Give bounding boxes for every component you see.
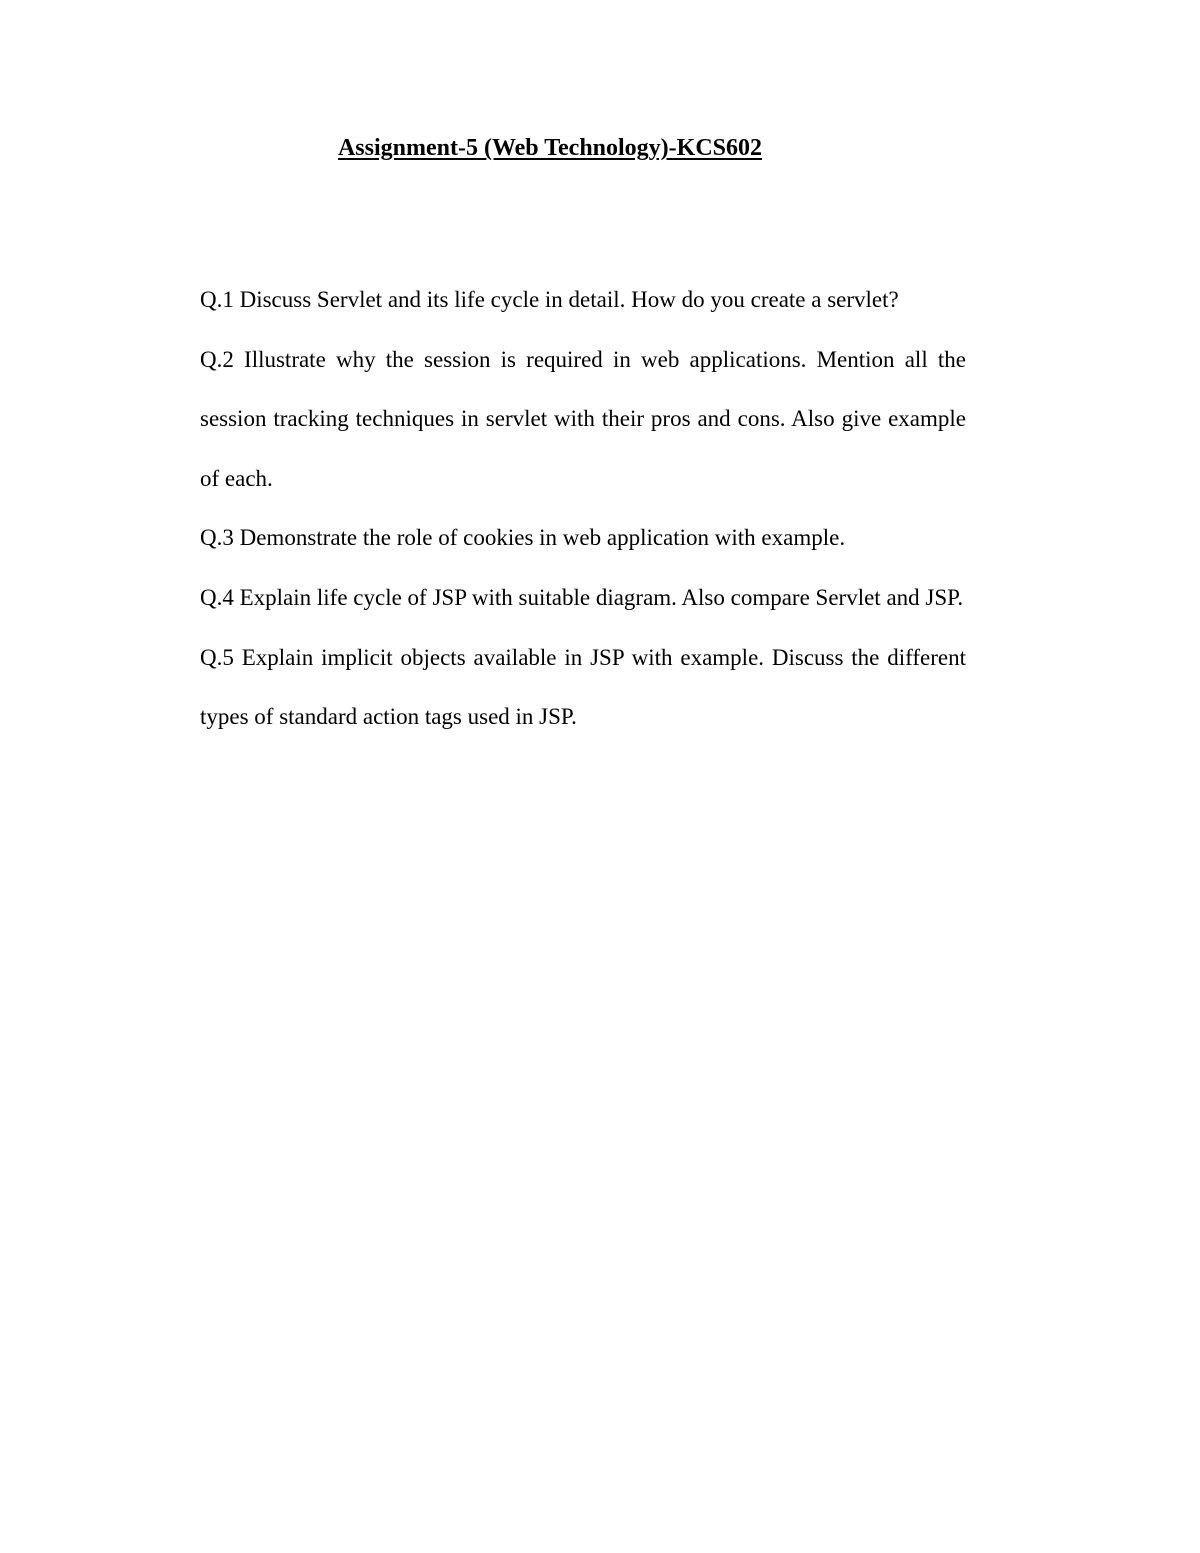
assignment-title: Assignment-5 (Web Technology)-KCS602 <box>337 135 763 161</box>
question-4: Q.4 Explain life cycle of JSP with suitable diagram. Also compare Servlet and JSP. <box>200 584 964 610</box>
question-list <box>200 270 966 747</box>
question-5: Q.5 Explain implicit objects available in JSP with example. Discuss the different types of standard action tags used in JSP. <box>200 644 966 730</box>
question-3: Q.3 Demonstrate the role of cookies in web application with example. <box>200 525 846 551</box>
question-1: Q.1 Discuss Servlet and its life cycle in detail. How do you create a servlet? <box>200 287 899 312</box>
question-2: Q.2 Illustrate why the session is required in web applications. Mention all the session tracking techniques in servlet with their pros and cons. Also give example of each. <box>200 346 966 491</box>
